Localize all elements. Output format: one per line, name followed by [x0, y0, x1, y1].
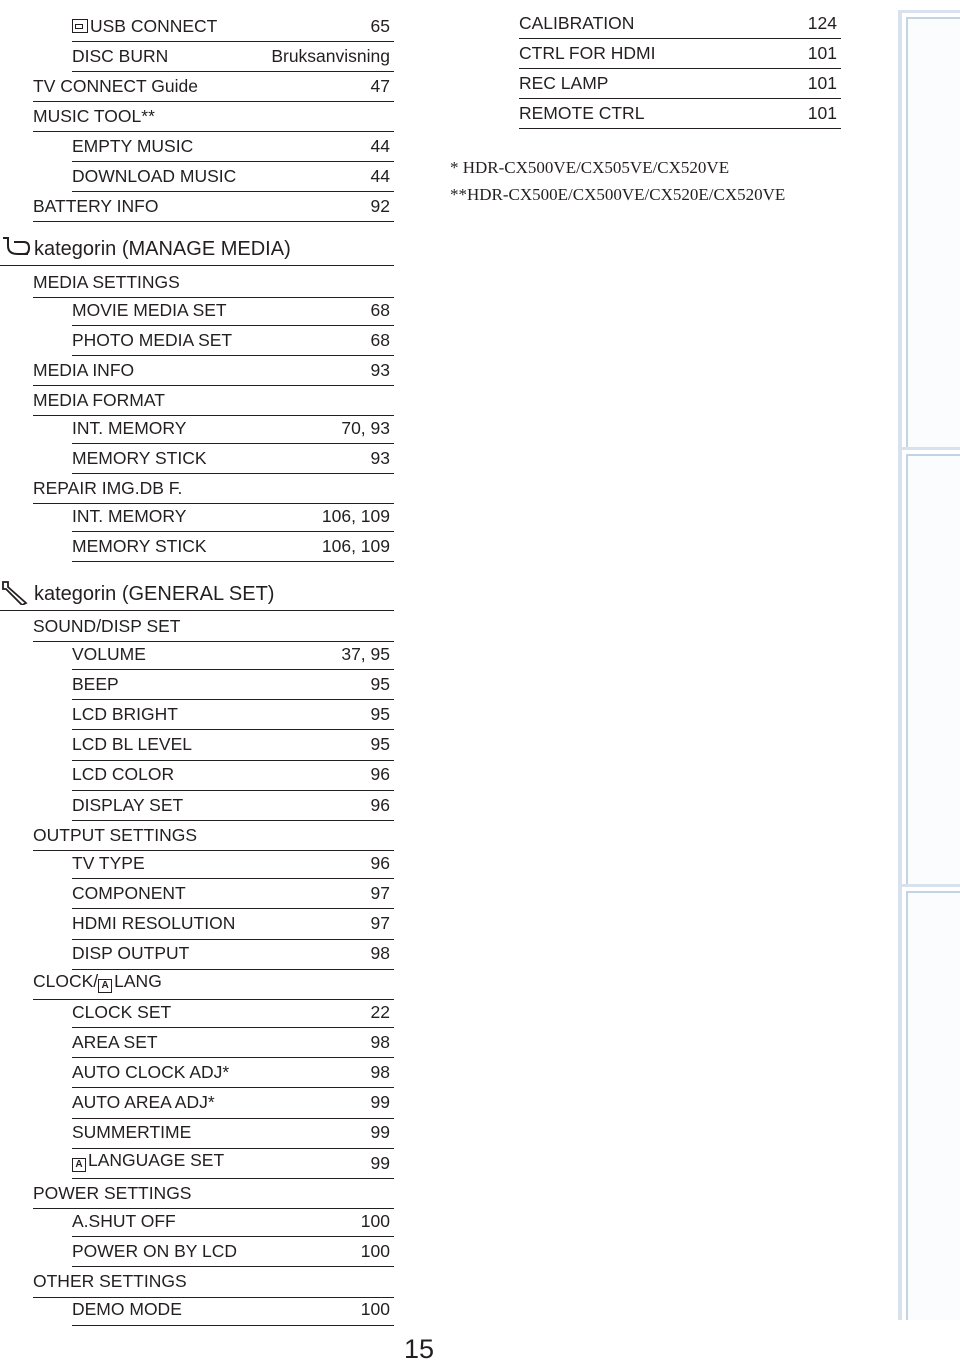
index-row-label: [33, 105, 155, 126]
index-row-label: [33, 1273, 187, 1291]
index-row: [72, 414, 394, 444]
index-row-page: 44: [370, 165, 390, 186]
index-row: [72, 940, 394, 970]
side-tabs[interactable]: [898, 10, 960, 1320]
index-row-text: HDMI RESOLUTION: [72, 913, 236, 934]
index-row-text: POWER ON BY LCD: [72, 1240, 237, 1261]
index-row-label: [33, 477, 183, 498]
index-row: [72, 731, 394, 761]
index-row: [33, 386, 394, 416]
wrench-icon: [0, 579, 30, 605]
index-row-text: PHOTO MEDIA SET: [72, 329, 233, 350]
index-row: [33, 356, 394, 386]
index-row-page: 37, 95: [341, 643, 390, 664]
index-row: [519, 69, 841, 99]
language-icon: A: [72, 1158, 86, 1172]
index-row: [72, 879, 394, 909]
index-row-page: 101: [807, 42, 837, 63]
index-row-label: [72, 135, 194, 156]
index-row-label: [33, 271, 180, 292]
index-row-label: [72, 15, 218, 36]
index-row-text: REMOTE CTRL: [519, 102, 645, 123]
index-row-label: [519, 12, 635, 33]
index-row-text: REPAIR IMG.DB F.: [33, 477, 183, 498]
index-row-text: MUSIC TOOL**: [33, 105, 155, 126]
index-row-label: [72, 794, 184, 815]
index-row-label: [33, 195, 159, 216]
index-row-text: TV TYPE: [72, 852, 145, 873]
index-row: [72, 1207, 394, 1237]
footnote-2: **HDR-CX500E/CX500VE/CX520E/CX520VE: [450, 185, 786, 204]
index-row-text: POWER SETTINGS: [33, 1182, 192, 1203]
index-row-label: [72, 165, 237, 186]
index-row-text: MEDIA INFO: [33, 359, 135, 380]
index-row-page: 22: [370, 1001, 390, 1022]
index-row-page: 124: [807, 12, 837, 33]
index-row-text: TV CONNECT Guide: [33, 75, 198, 96]
language-icon: A: [98, 979, 112, 993]
index-row-text: AREA SET: [72, 1031, 158, 1052]
side-tab-1[interactable]: [898, 10, 960, 450]
index-row: [33, 192, 394, 222]
index-row-label: [33, 973, 162, 993]
index-row-page: 95: [370, 734, 390, 755]
index-row-label: [72, 329, 233, 350]
index-row: [72, 532, 394, 562]
index-row-label: [72, 1124, 191, 1142]
index-row-page: Bruksanvisning: [271, 45, 390, 66]
index-row-page: 98: [370, 1031, 390, 1052]
index-row-label: [72, 45, 169, 66]
index-row-page: 96: [370, 764, 390, 785]
index-row-text: AUTO AREA ADJ*: [72, 1092, 215, 1113]
index-row-page: 97: [370, 913, 390, 934]
index-row: [72, 42, 394, 72]
footnote-1: * HDR-CX500VE/CX505VE/CX520VE: [450, 158, 730, 177]
index-row-text: INT. MEMORY: [72, 505, 187, 526]
index-row-text: MOVIE MEDIA SET: [72, 299, 227, 320]
index-row: [72, 12, 394, 42]
index-row: [72, 700, 394, 730]
index-row-label: [33, 824, 197, 845]
index-row-label: [72, 1031, 158, 1052]
index-row-label: [72, 1094, 215, 1112]
index-row-label: [519, 42, 656, 63]
index-row-text: CALIBRATION: [519, 12, 635, 33]
index-row: [72, 1058, 394, 1088]
index-row-text: REC LAMP: [519, 72, 609, 93]
index-row-page: 100: [360, 1240, 390, 1261]
index-row-text: LANG: [114, 971, 162, 991]
usb-box-icon: [72, 19, 88, 33]
index-row-label: [72, 417, 187, 438]
index-row-label: [72, 299, 227, 320]
index-row: [72, 998, 394, 1028]
index-row-text: MEMORY STICK: [72, 447, 207, 468]
index-row-text: A.SHUT OFF: [72, 1210, 176, 1231]
index-row-page: 96: [370, 794, 390, 815]
section-header: [0, 232, 394, 266]
index-row-text: DISPLAY SET: [72, 794, 184, 815]
index-row-text: EMPTY MUSIC: [72, 135, 194, 156]
index-row-page: 100: [360, 1210, 390, 1231]
index-row-page: 99: [370, 1092, 390, 1113]
index-row-text: MEDIA FORMAT: [33, 389, 165, 410]
index-row-text: SOUND/DISP SET: [33, 615, 181, 636]
index-row: [72, 326, 394, 356]
side-tab-3[interactable]: [898, 884, 960, 1320]
index-row-label: [33, 75, 198, 96]
index-row: [72, 849, 394, 879]
index-row-label: [33, 359, 135, 380]
index-row-text: LANGUAGE SET: [88, 1150, 225, 1170]
index-row: [33, 474, 394, 504]
index-row-page: 44: [370, 135, 390, 156]
index-row-prefix: CLOCK/: [33, 971, 99, 991]
index-row-text: VOLUME: [72, 643, 146, 664]
index-row: [72, 296, 394, 326]
index-row: [519, 99, 841, 129]
index-row: [72, 1296, 394, 1326]
index-row-label: [72, 766, 174, 784]
index-row-text: LCD BRIGHT: [72, 703, 178, 724]
index-row: [72, 1119, 394, 1149]
index-row: [519, 9, 841, 39]
index-row-label: [72, 915, 235, 933]
index-row-page: 95: [370, 673, 390, 694]
index-row-text: MEMORY STICK: [72, 535, 207, 556]
index-row-text: LCD COLOR: [72, 764, 175, 785]
index-row-text: AUTO CLOCK ADJ*: [72, 1061, 230, 1082]
index-row: [72, 1089, 394, 1119]
index-row-label: [72, 703, 178, 724]
index-row: [72, 1237, 394, 1267]
index-row-page: 98: [370, 1061, 390, 1082]
index-row-text: BEEP: [72, 673, 119, 694]
index-row-label: [72, 1001, 172, 1022]
index-row: [72, 910, 394, 940]
index-row-text: CTRL FOR HDMI: [519, 42, 656, 63]
index-row: [72, 1028, 394, 1058]
index-row-text: LCD BL LEVEL: [72, 734, 192, 755]
index-row-text: COMPONENT: [72, 882, 186, 903]
index-row-page: 100: [360, 1299, 390, 1320]
index-row: [33, 1268, 394, 1298]
index-row-label: [33, 389, 165, 410]
index-row-page: 68: [370, 299, 390, 320]
index-row-page: 68: [370, 329, 390, 350]
index-row-label: [72, 736, 192, 754]
page-number: 15: [404, 1334, 435, 1364]
index-row: [33, 268, 394, 298]
index-row-label: [33, 615, 181, 636]
index-row-text: SUMMERTIME: [72, 1122, 192, 1143]
index-row-label: [72, 673, 119, 694]
index-row-page: 98: [370, 943, 390, 964]
index-row: [33, 72, 394, 102]
index-row-label: [72, 1152, 224, 1172]
index-row: [72, 502, 394, 532]
index-row-page: 106, 109: [321, 535, 390, 556]
index-row-text: DISP OUTPUT: [72, 943, 190, 964]
index-row-page: 65: [370, 15, 390, 36]
index-row-label: [519, 72, 609, 93]
index-row: [72, 640, 394, 670]
index-row-label: [72, 643, 146, 664]
index-row-page: 96: [370, 852, 390, 873]
index-row-label: [72, 1240, 237, 1261]
index-row-text: INT. MEMORY: [72, 417, 187, 438]
index-row-page: 95: [370, 703, 390, 724]
index-row: [519, 39, 841, 69]
index-row-label: [72, 505, 187, 526]
index-row: [33, 612, 394, 642]
index-row-page: 99: [370, 1152, 390, 1173]
index-row: [33, 102, 394, 132]
index-row-label: [72, 1301, 182, 1319]
manage-media-icon: [0, 234, 30, 260]
index-row: [72, 670, 394, 700]
index-row: [72, 1149, 394, 1179]
index-row-text: MEDIA SETTINGS: [33, 271, 180, 292]
index-row-text: OTHER SETTINGS: [33, 1271, 187, 1292]
index-row-page: 93: [370, 447, 390, 468]
index-row-text: DISC BURN: [72, 45, 169, 66]
index-row-text: DOWNLOAD MUSIC: [72, 165, 237, 186]
index-row-label: [519, 102, 645, 123]
index-row-label: [72, 1210, 176, 1231]
index-row-label: [33, 1182, 192, 1203]
index-row-label: [72, 852, 145, 873]
index-row: [33, 1179, 394, 1209]
index-row-page: 47: [370, 75, 390, 96]
side-tab-2[interactable]: [898, 447, 960, 887]
index-row: [72, 132, 394, 162]
index-row-page: 97: [370, 882, 390, 903]
index-row-label: [72, 535, 207, 556]
index-row: [72, 761, 394, 791]
index-row-label: [72, 945, 189, 963]
index-row-page: 101: [807, 72, 837, 93]
index-row-text: CLOCK SET: [72, 1001, 172, 1022]
index-row-label: [72, 882, 186, 903]
index-row: [72, 444, 394, 474]
section-title: kategorin (GENERAL SET): [34, 583, 275, 605]
index-row-label: [72, 447, 207, 468]
index-row-page: 99: [370, 1122, 390, 1143]
section-title: kategorin (MANAGE MEDIA): [34, 238, 291, 260]
index-row-page: 101: [807, 102, 837, 123]
index-row-page: 93: [370, 359, 390, 380]
index-row-text: BATTERY INFO: [33, 195, 159, 216]
index-row-page: 70, 93: [341, 417, 390, 438]
index-row: [72, 791, 394, 821]
index-row: [33, 821, 394, 851]
index-row: [72, 162, 394, 192]
index-row-page: 106, 109: [321, 505, 390, 526]
index-row-text: USB CONNECT: [90, 15, 218, 36]
section-header: [0, 577, 394, 611]
index-row-text: OUTPUT SETTINGS: [33, 824, 197, 845]
index-row-label: [72, 1061, 230, 1082]
index-row-page: 92: [370, 195, 390, 216]
index-row: [33, 970, 394, 1000]
index-row-text: DEMO MODE: [72, 1299, 182, 1320]
